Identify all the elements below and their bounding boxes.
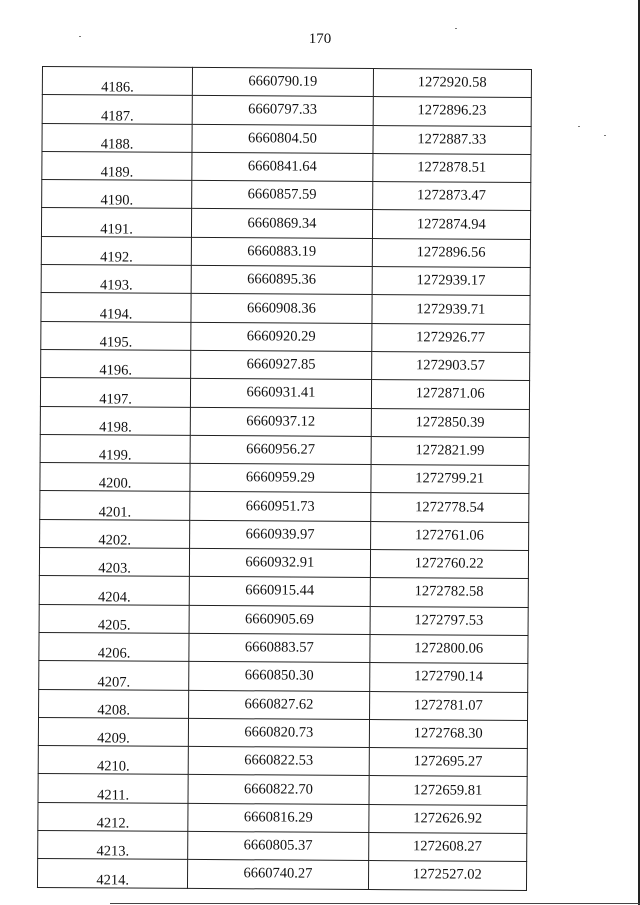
x-coordinate-cell: 6660790.19: [193, 67, 373, 96]
point-number-cell: 4210.: [38, 746, 188, 775]
point-number-cell: 4194.: [41, 293, 191, 322]
table-row: [42, 67, 531, 98]
y-coordinate-cell: 1272939.71: [371, 295, 530, 324]
x-coordinate-cell: 6660816.29: [188, 803, 368, 832]
table-row: [42, 180, 531, 211]
table-row: [38, 831, 527, 862]
y-coordinate-cell: 1272695.27: [369, 748, 528, 777]
scan-speck: [455, 28, 457, 29]
y-coordinate-cell: 1272920.58: [373, 69, 532, 98]
point-number-cell: 4188.: [42, 123, 192, 152]
x-coordinate-cell: 6660820.73: [189, 718, 369, 747]
table-row: [39, 689, 528, 720]
y-coordinate-cell: 1272873.47: [372, 182, 531, 211]
x-coordinate-cell: 6660908.36: [191, 294, 371, 323]
y-coordinate-cell: 1272887.33: [373, 125, 532, 154]
point-number-cell: 4197.: [40, 378, 190, 407]
point-number-cell: 4189.: [42, 151, 192, 180]
y-coordinate-cell: 1272760.22: [370, 550, 529, 579]
table-row: [40, 491, 529, 522]
x-coordinate-cell: 6660932.91: [190, 548, 370, 577]
table-row: [42, 123, 531, 154]
y-coordinate-cell: 1272926.77: [371, 323, 530, 352]
point-number-cell: 4205.: [39, 604, 189, 633]
table-row: [41, 321, 530, 352]
y-coordinate-cell: 1272850.39: [371, 408, 530, 437]
table-row: [38, 774, 527, 805]
y-coordinate-cell: 1272527.02: [368, 861, 527, 890]
table-row: [39, 604, 528, 635]
table-row: [42, 151, 531, 182]
x-coordinate-cell: 6660895.36: [191, 265, 371, 294]
x-coordinate-cell: 6660857.59: [192, 181, 372, 210]
y-coordinate-cell: 1272878.51: [372, 153, 531, 182]
x-coordinate-cell: 6660951.73: [190, 492, 370, 521]
point-number-cell: 4204.: [39, 576, 189, 605]
point-number-cell: 4212.: [38, 802, 188, 831]
y-coordinate-cell: 1272871.06: [371, 380, 530, 409]
y-coordinate-cell: 1272896.56: [372, 238, 531, 267]
x-coordinate-cell: 6660804.50: [192, 124, 372, 153]
y-coordinate-cell: 1272781.07: [369, 691, 528, 720]
scan-speck: [604, 135, 606, 136]
table-row: [40, 519, 529, 550]
table-row: [40, 406, 529, 437]
point-number-cell: 4201.: [40, 491, 190, 520]
point-number-cell: 4191.: [41, 208, 191, 237]
x-coordinate-cell: 6660883.57: [189, 633, 369, 662]
y-coordinate-cell: 1272768.30: [369, 719, 528, 748]
scan-speck: [79, 36, 81, 37]
table-row: [39, 576, 528, 607]
x-coordinate-cell: 6660740.27: [188, 860, 368, 889]
point-number-cell: 4200.: [40, 463, 190, 492]
y-coordinate-cell: 1272778.54: [370, 493, 529, 522]
y-coordinate-cell: 1272761.06: [370, 521, 529, 550]
x-coordinate-cell: 6660920.29: [191, 322, 371, 351]
point-number-cell: 4186.: [42, 67, 192, 96]
x-coordinate-cell: 6660883.19: [192, 237, 372, 266]
table-row: [41, 349, 530, 380]
table-row: [40, 463, 529, 494]
point-number-cell: 4211.: [38, 774, 188, 803]
point-number-cell: 4190.: [42, 180, 192, 209]
table-row: [40, 434, 529, 465]
table-row: [40, 378, 529, 409]
table-row: [38, 717, 527, 748]
y-coordinate-cell: 1272903.57: [371, 351, 530, 380]
x-coordinate-cell: 6660822.53: [188, 747, 368, 776]
point-number-cell: 4195.: [41, 321, 191, 350]
page-number: 170: [308, 31, 332, 47]
point-number-cell: 4209.: [38, 717, 188, 746]
point-number-cell: 4198.: [40, 406, 190, 435]
x-coordinate-cell: 6660937.12: [190, 407, 370, 436]
table-body: [37, 67, 531, 891]
table-row: [42, 95, 531, 126]
point-number-cell: 4192.: [41, 236, 191, 265]
table-row: [41, 265, 530, 296]
x-coordinate-cell: 6660850.30: [189, 662, 369, 691]
x-coordinate-cell: 6660797.33: [192, 96, 372, 125]
point-number-cell: 4203.: [39, 548, 189, 577]
table-row: [37, 859, 526, 890]
point-number-cell: 4213.: [38, 831, 188, 860]
table-row: [38, 802, 527, 833]
point-number-cell: 4196.: [41, 349, 191, 378]
x-coordinate-cell: 6660959.29: [190, 464, 370, 493]
x-coordinate-cell: 6660841.64: [192, 152, 372, 181]
y-coordinate-cell: 1272659.81: [369, 776, 528, 805]
y-coordinate-cell: 1272626.92: [368, 804, 527, 833]
x-coordinate-cell: 6660956.27: [190, 435, 370, 464]
y-coordinate-cell: 1272800.06: [369, 634, 528, 663]
x-coordinate-cell: 6660939.97: [190, 520, 370, 549]
table-row: [41, 293, 530, 324]
y-coordinate-cell: 1272797.53: [370, 606, 529, 635]
point-number-cell: 4214.: [37, 859, 187, 888]
point-number-cell: 4207.: [39, 661, 189, 690]
point-number-cell: 4208.: [39, 689, 189, 718]
point-number-cell: 4202.: [40, 519, 190, 548]
x-coordinate-cell: 6660931.41: [191, 379, 371, 408]
x-coordinate-cell: 6660805.37: [188, 831, 368, 860]
y-coordinate-cell: 1272799.21: [370, 465, 529, 494]
x-coordinate-cell: 6660915.44: [189, 577, 369, 606]
y-coordinate-cell: 1272782.58: [370, 578, 529, 607]
x-coordinate-cell: 6660869.34: [192, 209, 372, 238]
point-number-cell: 4199.: [40, 434, 190, 463]
x-coordinate-cell: 6660905.69: [189, 605, 369, 634]
y-coordinate-cell: 1272608.27: [368, 833, 527, 862]
x-coordinate-cell: 6660827.62: [189, 690, 369, 719]
y-coordinate-cell: 1272821.99: [371, 436, 530, 465]
y-coordinate-cell: 1272939.17: [372, 267, 531, 296]
point-number-cell: 4187.: [42, 95, 192, 124]
x-coordinate-cell: 6660822.70: [188, 775, 368, 804]
y-coordinate-cell: 1272896.23: [373, 97, 532, 126]
table-row: [41, 236, 530, 267]
point-number-cell: 4193.: [41, 265, 191, 294]
table-row: [38, 746, 527, 777]
coordinates-table: [37, 66, 532, 891]
table-row: [39, 548, 528, 579]
point-number-cell: 4206.: [39, 632, 189, 661]
y-coordinate-cell: 1272790.14: [369, 663, 528, 692]
table-row: [39, 632, 528, 663]
scan-edge-bottom: [110, 903, 640, 904]
table-row: [41, 208, 530, 239]
x-coordinate-cell: 6660927.85: [191, 350, 371, 379]
scan-speck: [578, 126, 580, 127]
table-row: [39, 661, 528, 692]
y-coordinate-cell: 1272874.94: [372, 210, 531, 239]
